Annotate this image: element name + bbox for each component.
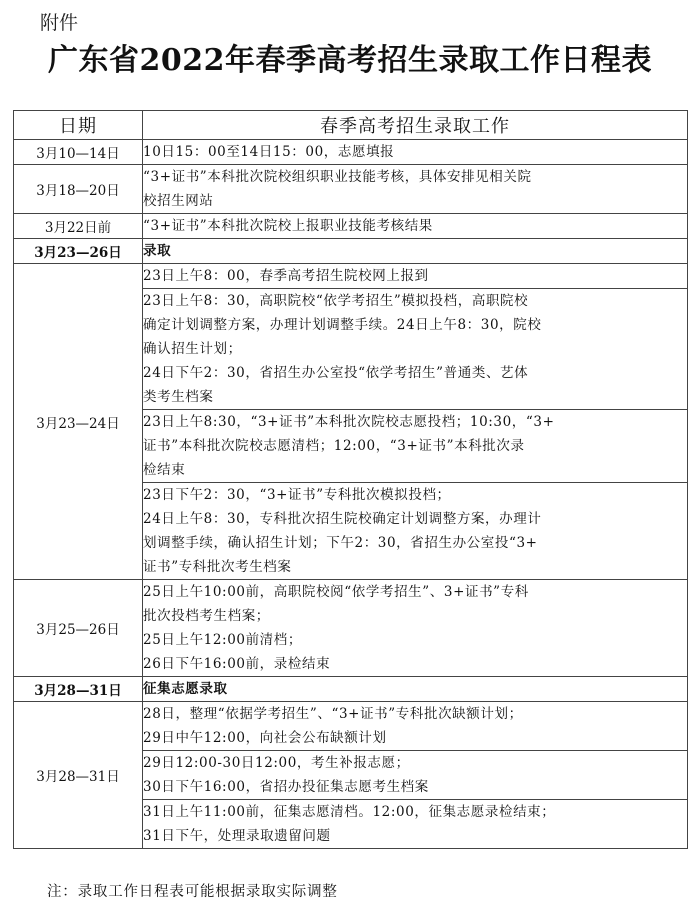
work-cell — [143, 264, 688, 289]
date-cell: 3月28—31日 — [14, 677, 143, 702]
work-line: 23日下午2：30，“3+证书”专科批次模拟投档； — [143, 487, 451, 503]
table-row — [14, 264, 688, 289]
work-line: 24日上午8：30，专科批次招生院校确定计划调整方案，办理计 — [143, 511, 542, 527]
work-line: 29日12:00-30日12:00，考生补报志愿； — [143, 755, 410, 771]
table-row — [14, 165, 688, 214]
header-work: 春季高考招生录取工作 — [143, 111, 688, 140]
date-cell: 3月23—24日 — [14, 264, 143, 580]
work-line: 证书”本科批次院校志愿清档；12:00，“3+证书”本科批次录 — [143, 438, 525, 454]
attachment-label: 附件 — [40, 12, 79, 34]
work-line: 23日上午8：00，春季高考招生院校网上报到 — [143, 268, 429, 284]
date-cell: 3月25—26日 — [14, 580, 143, 677]
work-cell — [143, 580, 688, 677]
work-cell — [143, 483, 688, 580]
work-line: 录取 — [143, 243, 172, 259]
work-line: 确认招生计划； — [143, 341, 242, 357]
work-line: 类考生档案 — [143, 389, 214, 405]
date-cell: 3月23—26日 — [14, 239, 143, 264]
work-line: “3+证书”本科批次院校上报职业技能考核结果 — [143, 218, 433, 234]
date-cell: 3月18—20日 — [14, 165, 143, 214]
work-line: 证书”专科批次考生档案 — [143, 559, 292, 575]
work-line: 25日上午12:00前清档； — [143, 632, 302, 648]
schedule-table — [13, 110, 688, 849]
work-line: 23日上午8：30，高职院校“依学考招生”模拟投档，高职院校 — [143, 293, 529, 309]
work-line: 征集志愿录取 — [143, 681, 228, 697]
work-line: 23日上午8:30，“3+证书”本科批次院校志愿投档；10:30，“3+ — [143, 414, 555, 430]
table-row — [14, 140, 688, 165]
date-cell: 3月10—14日 — [14, 140, 143, 165]
work-line: 28日，整理“依据学考招生”、“3+证书”专科批次缺额计划； — [143, 706, 523, 722]
work-line: 10日15：00至14日15：00，志愿填报 — [143, 144, 395, 160]
work-cell — [143, 751, 688, 800]
work-line: 24日下午2：30，省招生办公室投“依学考招生”普通类、艺体 — [143, 365, 529, 381]
work-line: “3+证书”本科批次院校组织职业技能考核，具体安排见相关院 — [143, 169, 532, 185]
footnote: 注：录取工作日程表可能根据录取实际调整 — [47, 884, 338, 900]
table-row — [14, 677, 688, 702]
date-cell: 3月22日前 — [14, 214, 143, 239]
work-cell — [143, 165, 688, 214]
schedule-body — [14, 140, 688, 849]
work-cell — [143, 214, 688, 239]
table-row — [14, 214, 688, 239]
work-line: 校招生网站 — [143, 193, 214, 209]
work-line: 29日中午12:00，向社会公布缺额计划 — [143, 730, 387, 746]
work-cell — [143, 800, 688, 849]
work-cell — [143, 239, 688, 264]
work-line: 批次投档考生档案； — [143, 608, 270, 624]
work-line: 确定计划调整方案，办理计划调整手续。24日上午8：30，院校 — [143, 317, 542, 333]
work-line: 31日下午，处理录取遗留问题 — [143, 828, 331, 844]
work-line: 26日下午16:00前，录检结束 — [143, 656, 331, 672]
date-cell: 3月28—31日 — [14, 702, 143, 849]
table-row — [14, 702, 688, 751]
table-row — [14, 580, 688, 677]
header-date: 日期 — [14, 111, 143, 140]
work-line: 31日上午11:00前，征集志愿清档。12:00，征集志愿录检结束； — [143, 804, 556, 820]
work-line: 划调整手续，确认招生计划；下午2：30，省招生办公室投“3+ — [143, 535, 538, 551]
work-cell — [143, 702, 688, 751]
table-row — [14, 239, 688, 264]
document-title: 广东省2022年春季高考招生录取工作日程表 — [48, 43, 652, 78]
work-cell — [143, 289, 688, 410]
work-cell — [143, 140, 688, 165]
work-line: 30日下午16:00，省招办投征集志愿考生档案 — [143, 779, 429, 795]
table-header-row — [14, 111, 688, 140]
work-cell — [143, 410, 688, 483]
work-line: 25日上午10:00前，高职院校阅“依学考招生”、3+证书”专科 — [143, 584, 529, 600]
work-line: 检结束 — [143, 462, 186, 478]
work-cell — [143, 677, 688, 702]
